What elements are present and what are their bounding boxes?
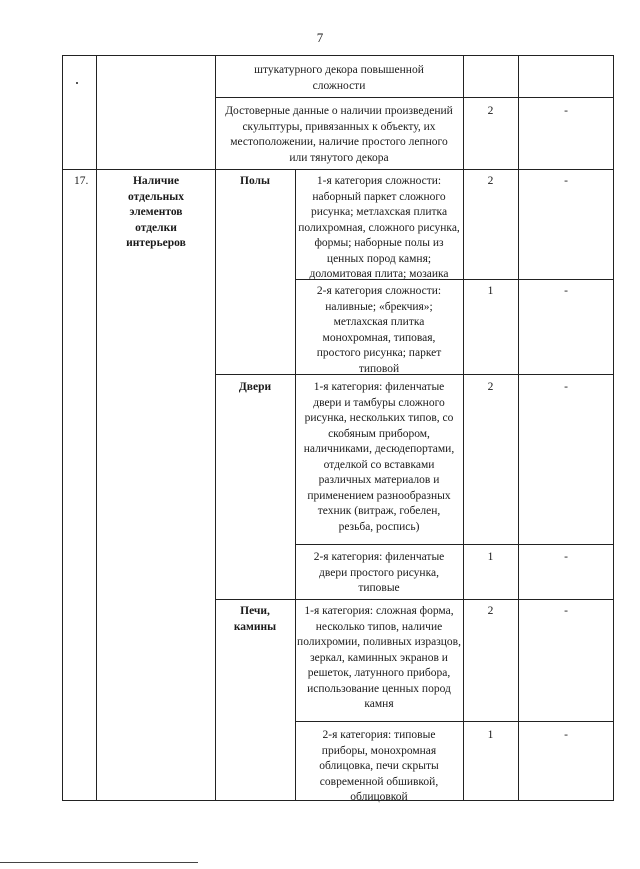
scan-mark: [76, 82, 78, 84]
description-cell: 2-я категория сложности: наливные; «брекчия»; метлахская плитка монохромная, типовая, простого рисунка; паркет типовой: [316, 285, 442, 375]
item-number: 17.: [74, 175, 89, 187]
score-cell: 2: [487, 605, 494, 617]
score-cell: 1: [487, 285, 494, 297]
column-divider: [215, 55, 216, 801]
extra-cell: -: [564, 729, 568, 741]
column-divider: [518, 55, 519, 801]
extra-cell: -: [564, 285, 568, 297]
row-divider: [62, 169, 614, 170]
description-cell: 2-я категория: филенчатые двери простого рисунка, типовые: [313, 551, 445, 594]
row-divider: [295, 544, 614, 545]
score-cell: 2: [487, 105, 494, 117]
description-cell: Достоверные данные о наличии произведений скульптуры, привязанных к объекту, их местоположении, наличие простого лепного или тянутого декора: [225, 105, 453, 164]
description-cell: 1-я категория: филенчатые двери и тамбуры сложного рисунка, нескольких типов, со скобяным прибором, наличниками, десюдепортами, отделкой со вставками различных материалов и применением разнообразных техник (витраж, гобелен, резьба, роспись): [303, 381, 455, 533]
row-divider: [215, 599, 614, 600]
element-name: Полы: [240, 175, 270, 187]
description-cell: 1-я категория: сложная форма, несколько типов, наличие полихромии, поливных изразцов, зеркал, каминных экранов и решеток, латунного прибора, использование ценных пород камня: [297, 605, 461, 710]
score-cell: 1: [487, 729, 494, 741]
column-divider: [463, 55, 464, 801]
description-cell: 1-я категория сложности: наборный паркет сложного рисунка; метлахская плитка полихромная, сложного рисунка, формы; наборные полы из ценных пород камня; доломитовая плита; мозаика: [298, 175, 460, 280]
extra-cell: -: [564, 605, 568, 617]
description-cell: штукатурного декора повышенной сложности: [254, 64, 424, 92]
element-name: Двери: [238, 381, 272, 393]
row-divider: [215, 97, 614, 98]
row-divider: [295, 721, 614, 722]
item-title: Наличие отдельных элементов отделки интерьеров: [126, 175, 186, 249]
extra-cell: -: [564, 381, 568, 393]
page-number: 7: [316, 30, 324, 45]
extra-cell: -: [564, 175, 568, 187]
element-name: Печи, камины: [233, 605, 277, 633]
extra-cell: -: [564, 551, 568, 563]
column-divider: [96, 55, 97, 801]
description-cell: 2-я категория: типовые приборы, монохромная облицовка, печи скрыты современной обшивкой, облицовкой: [319, 729, 439, 803]
score-cell: 2: [487, 381, 494, 393]
score-cell: 2: [487, 175, 494, 187]
score-cell: 1: [487, 551, 494, 563]
extra-cell: -: [564, 105, 568, 117]
footer-rule: [0, 862, 198, 863]
